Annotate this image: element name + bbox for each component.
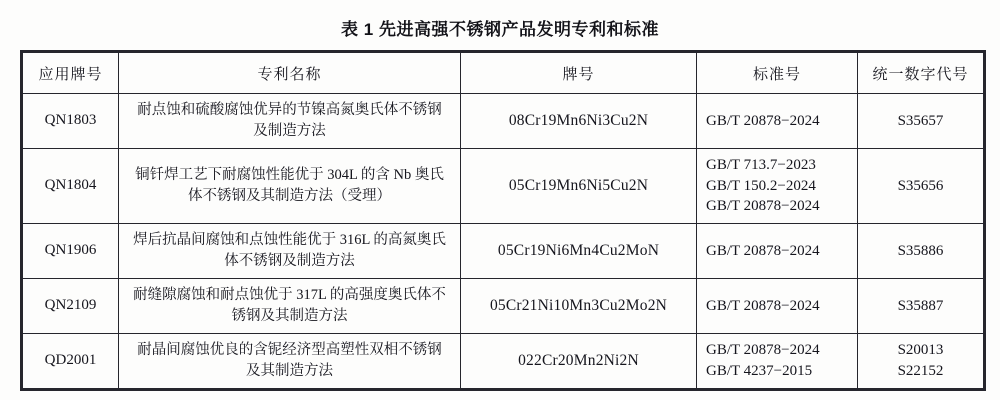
cell-application-grade: QD2001 <box>22 334 119 390</box>
cell-line: GB/T 4237−2015 <box>706 363 813 380</box>
cell-patent-name: 焊后抗晶间腐蚀和点蚀性能优于 316L 的高氮奥氏体不锈钢及制造方法 <box>119 224 461 279</box>
cell-patent-name: 耐点蚀和硫酸腐蚀优异的节镍高氮奥氏体不锈钢及制造方法 <box>119 94 461 149</box>
cell-patent-name: 耐晶间腐蚀优良的含铌经济型高塑性双相不锈钢及其制造方法 <box>119 334 461 390</box>
table-row <box>22 149 985 224</box>
table-row <box>22 279 985 334</box>
cell-line: GB/T 20878−2024 <box>706 297 820 314</box>
cell-line: GB/T 20878−2024 <box>706 342 820 359</box>
cell-line: GB/T 20878−2024 <box>706 198 820 215</box>
cell-designation: 05Cr21Ni10Mn3Cu2Mo2N <box>461 279 697 334</box>
cell-designation: 05Cr19Ni6Mn4Cu2MoN <box>461 224 697 279</box>
cell-line: GB/T 20878−2024 <box>706 112 820 129</box>
cell-line: GB/T 20878−2024 <box>706 242 820 259</box>
cell-unified-codes <box>858 224 985 279</box>
cell-standard-numbers <box>697 334 858 390</box>
header-designation: 牌号 <box>461 52 697 94</box>
table-header-row <box>22 52 985 94</box>
table-row <box>22 334 985 390</box>
cell-line: S35657 <box>897 112 944 129</box>
cell-application-grade: QN1803 <box>22 94 119 149</box>
table-caption: 表 1 先进高强不锈钢产品发明专利和标准 <box>341 20 659 39</box>
cell-unified-codes <box>858 149 985 224</box>
cell-line: S35656 <box>897 177 944 194</box>
cell-standard-numbers <box>697 279 858 334</box>
cell-standard-numbers <box>697 94 858 149</box>
cell-designation: 05Cr19Mn6Ni5Cu2N <box>461 149 697 224</box>
cell-patent-name: 铜钎焊工艺下耐腐蚀性能优于 304L 的含 Nb 奥氏体不锈钢及其制造方法（受理） <box>119 149 461 224</box>
cell-application-grade: QN1906 <box>22 224 119 279</box>
cell-application-grade: QN1804 <box>22 149 119 224</box>
cell-line: GB/T 150.2−2024 <box>706 177 816 194</box>
cell-application-grade: QN2109 <box>22 279 119 334</box>
table-body <box>22 94 985 390</box>
cell-unified-codes <box>858 334 985 390</box>
cell-unified-codes <box>858 279 985 334</box>
cell-patent-name: 耐缝隙腐蚀和耐点蚀优于 317L 的高强度奥氏体不锈钢及其制造方法 <box>119 279 461 334</box>
cell-line: S35887 <box>897 297 944 314</box>
table-row <box>22 94 985 149</box>
cell-line: GB/T 713.7−2023 <box>706 157 816 174</box>
table-row <box>22 224 985 279</box>
cell-line: S35886 <box>897 242 944 259</box>
header-application-grade: 应用牌号 <box>22 52 119 94</box>
cell-line: S22152 <box>897 363 944 380</box>
cell-standard-numbers <box>697 149 858 224</box>
cell-designation: 08Cr19Mn6Ni3Cu2N <box>461 94 697 149</box>
patent-standards-table <box>20 50 986 391</box>
cell-unified-codes <box>858 94 985 149</box>
header-patent-name: 专利名称 <box>119 52 461 94</box>
cell-line: S20013 <box>897 342 944 359</box>
cell-designation: 022Cr20Mn2Ni2N <box>461 334 697 390</box>
cell-standard-numbers <box>697 224 858 279</box>
header-standard-number: 标准号 <box>697 52 858 94</box>
header-unified-code: 统一数字代号 <box>858 52 985 94</box>
